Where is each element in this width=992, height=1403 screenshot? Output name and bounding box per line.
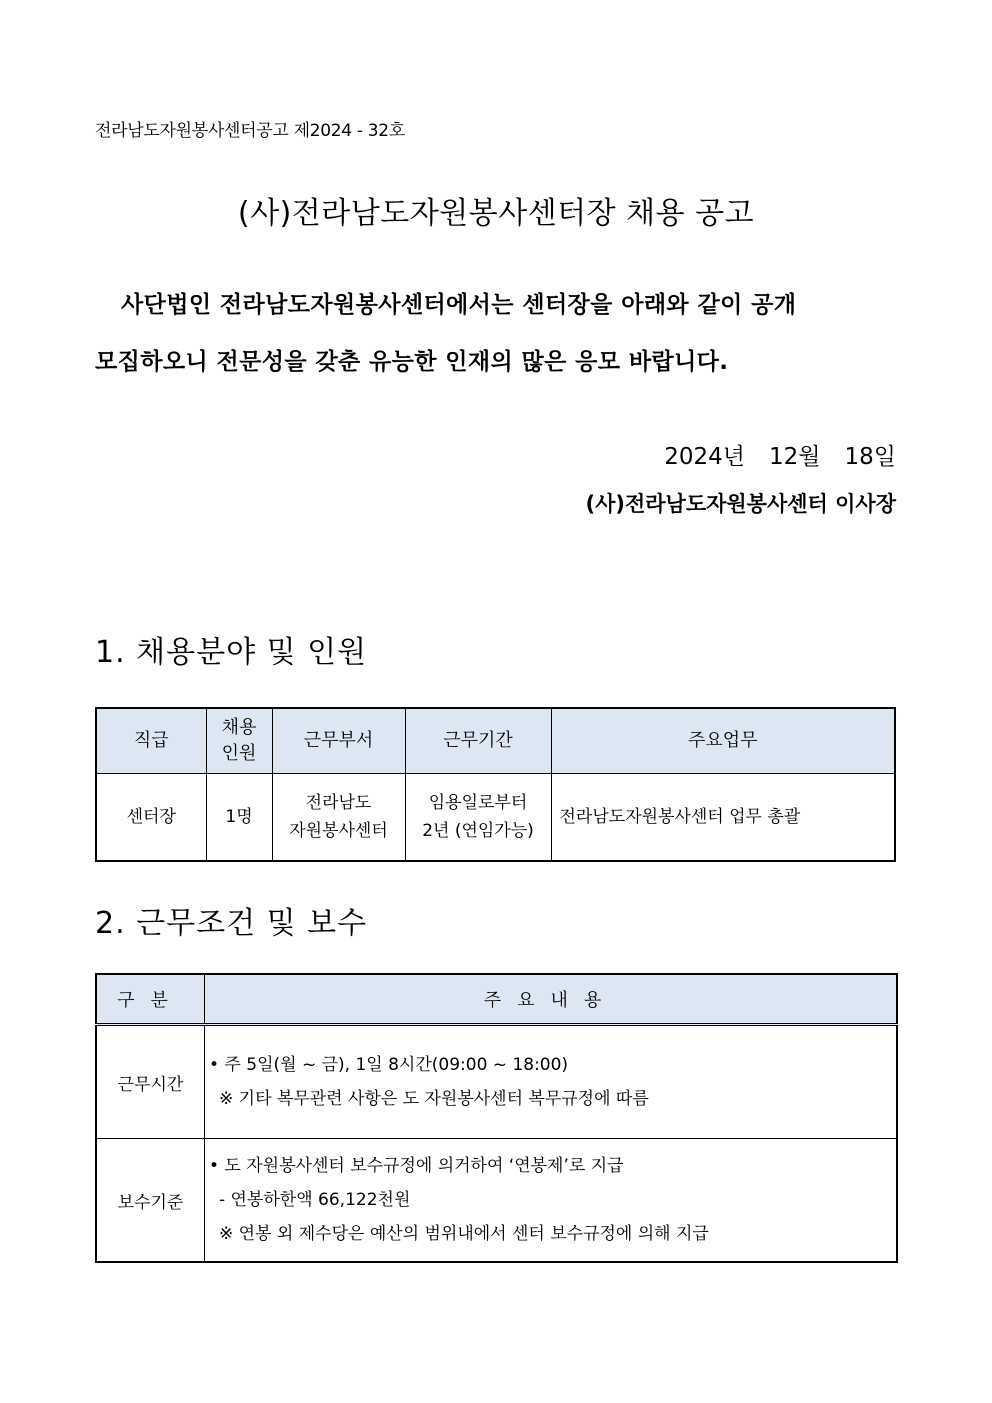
notice-number: 전라남도자원봉사센터공고 제2024 - 32호 — [95, 121, 405, 141]
salary-line: • 도 자원봉사센터 보수규정에 의거하여 ‘연봉제’로 지급 — [209, 1156, 624, 1176]
row-label-salary: 보수기준 — [96, 1139, 205, 1263]
header-count-line1: 채용 — [221, 717, 257, 738]
recruitment-table — [95, 707, 896, 862]
conditions-table — [95, 973, 898, 1263]
document-title: (사)전라남도자원봉사센터장 채용 공고 — [237, 196, 755, 231]
date-day: 18일 — [844, 444, 896, 470]
cell-count: 1명 — [206, 774, 272, 862]
signer: (사)전라남도자원봉사센터 이사장 — [585, 492, 896, 516]
conditions-table-header — [96, 974, 897, 1025]
salary-minimum: - 연봉하한액 66,122천원 — [219, 1190, 411, 1210]
header-content: 주요내용 — [205, 974, 898, 1025]
row-content-work-hours — [205, 1025, 898, 1139]
header-department: 근무부서 — [272, 708, 405, 774]
header-duty: 주요업무 — [551, 708, 895, 774]
header-count — [206, 708, 272, 774]
row-label-work-hours: 근무시간 — [96, 1025, 205, 1139]
cell-department — [272, 774, 405, 862]
cell-period — [405, 774, 551, 862]
row-content-salary — [205, 1139, 898, 1263]
cell-rank: 센터장 — [96, 774, 206, 862]
cell-duty: 전라남도자원봉사센터 업무 총괄 — [551, 774, 895, 862]
section-2-title: 2. 근무조건 및 보수 — [95, 906, 368, 941]
table-row — [96, 1025, 897, 1139]
section-1-title: 1. 채용분야 및 인원 — [95, 635, 368, 670]
table-row — [96, 774, 895, 862]
recruitment-table-header — [96, 708, 895, 774]
period-line2: 2년 (연임가능) — [422, 821, 534, 841]
header-category: 구분 — [96, 974, 205, 1025]
dept-line2: 자원봉사센터 — [289, 821, 388, 841]
header-rank: 직급 — [96, 708, 206, 774]
period-line1: 임용일로부터 — [428, 793, 528, 813]
date-month: 12월 — [769, 444, 821, 470]
announcement-date — [664, 438, 896, 471]
work-hours-note: ※ 기타 복무관련 사항은 도 자원봉사센터 복무규정에 따름 — [219, 1089, 649, 1109]
dept-line1: 전라남도 — [305, 793, 372, 813]
table-row — [96, 1139, 897, 1263]
intro-line-2: 모집하오니 전문성을 갖춘 유능한 인재의 많은 응모 바랍니다. — [95, 349, 729, 375]
date-year: 2024년 — [664, 444, 745, 470]
salary-note: ※ 연봉 외 제수당은 예산의 범위내에서 센터 보수규정에 의해 지급 — [219, 1224, 709, 1244]
header-count-line2: 인원 — [221, 743, 257, 764]
header-period: 근무기간 — [405, 708, 551, 774]
intro-line-1: 사단법인 전라남도자원봉사센터에서는 센터장을 아래와 같이 공개 — [121, 292, 797, 318]
work-hours-line: • 주 5일(월 ~ 금), 1일 8시간(09:00 ~ 18:00) — [209, 1055, 569, 1075]
